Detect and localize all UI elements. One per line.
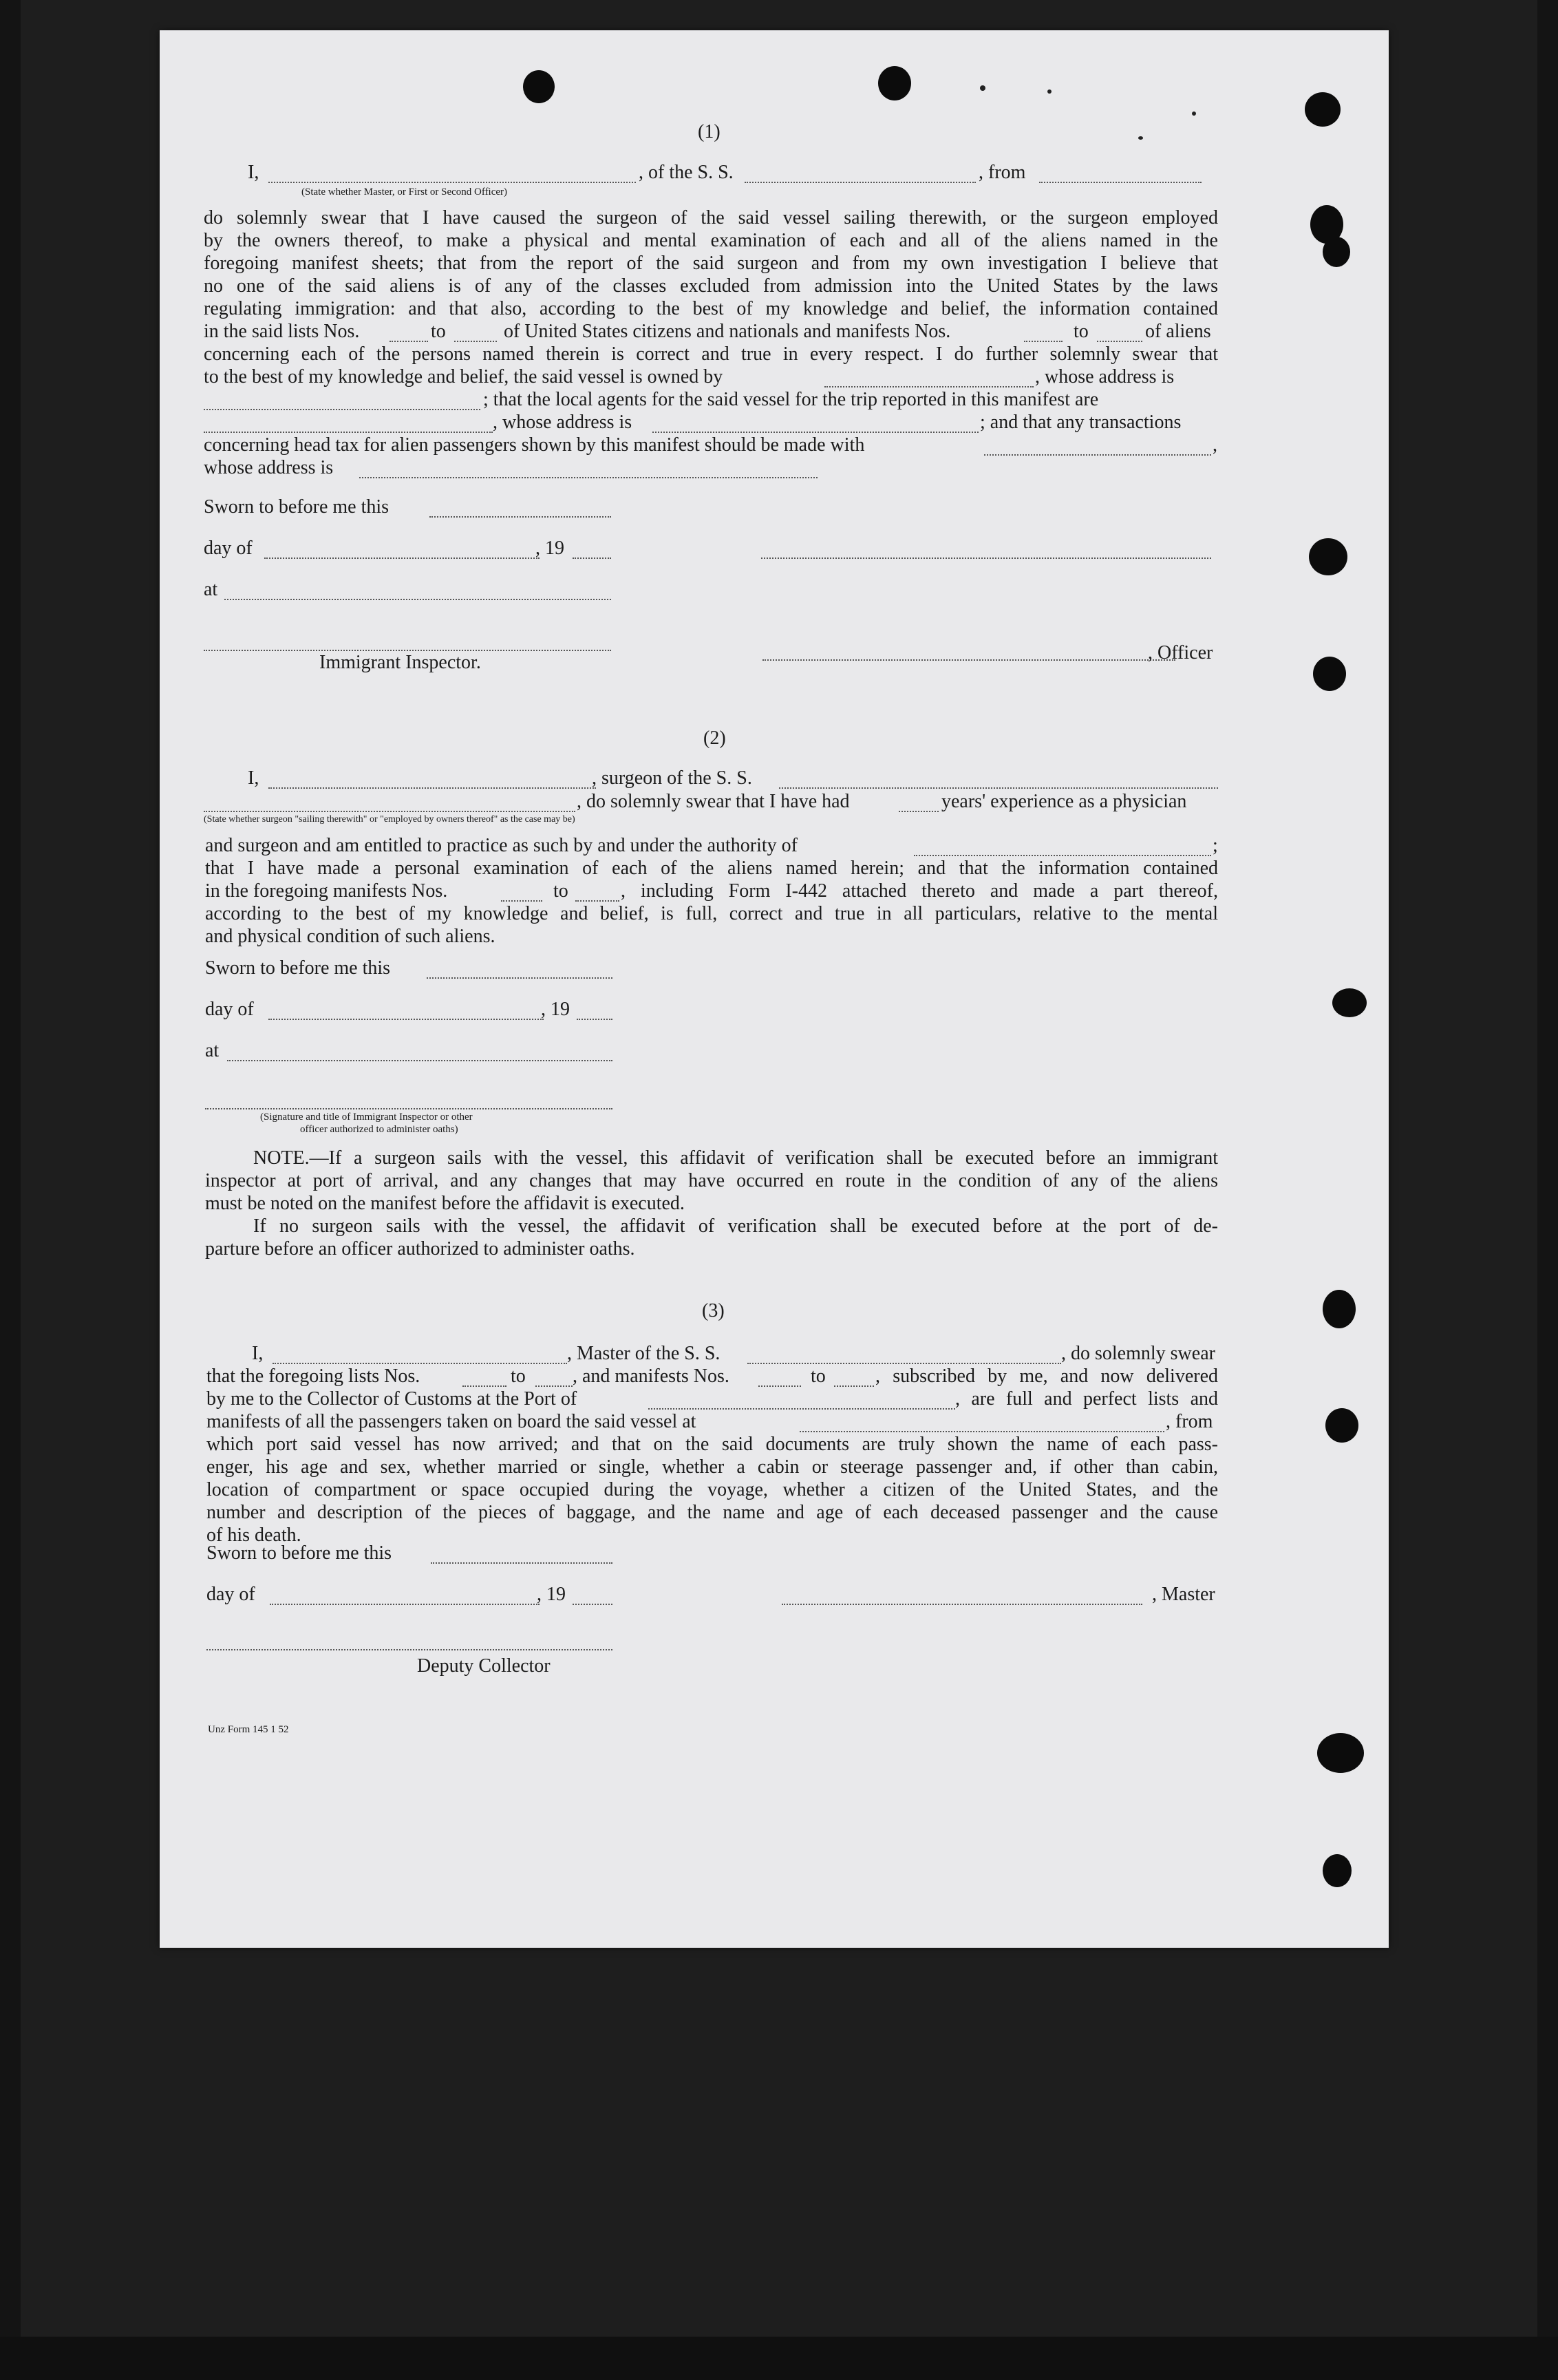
oath-text: , do solemnly swear xyxy=(1061,1343,1215,1364)
vessel-owner-field[interactable] xyxy=(824,386,1034,387)
year-field[interactable] xyxy=(573,1604,612,1605)
oath-line: do solemnly swear that I have caused the surgeon of the said vessel sailing therewith, or the surgeon employed xyxy=(204,207,1218,229)
field-hint: (Signature and title of Immigrant Inspector or other xyxy=(260,1112,473,1123)
oath-text: years' experience as a physician xyxy=(941,791,1187,812)
oath-text: , from xyxy=(979,162,1026,183)
manifest-form-page xyxy=(160,30,1389,1948)
list-from-field[interactable] xyxy=(462,1385,506,1387)
day-of-field[interactable] xyxy=(264,557,540,559)
oath-line: by the owners thereof, to make a physical and mental examination of each and all of the aliens named in the xyxy=(204,230,1218,251)
year-label: , 19 xyxy=(535,538,564,559)
punch-hole xyxy=(1309,538,1347,575)
ink-speck xyxy=(980,85,985,91)
scan-edge-left xyxy=(0,0,21,2380)
deputy-collector-label: Deputy Collector xyxy=(417,1655,551,1677)
oath-text: concerning head tax for alien passengers shown by this manifest should be made with xyxy=(204,434,865,456)
sworn-label: Sworn to before me this xyxy=(205,957,391,979)
oath-line: concerning each of the persons named therein is correct and true in every respect. I do further solemnly swear that xyxy=(204,343,1218,365)
master-label: , Master xyxy=(1152,1584,1215,1605)
officer-title-field[interactable] xyxy=(762,659,1175,661)
owner-address-field[interactable] xyxy=(204,409,480,410)
day-of-label: day of xyxy=(204,538,253,559)
departure-port-field[interactable] xyxy=(1039,182,1202,183)
ink-speck xyxy=(1138,136,1143,140)
oath-line: enger, his age and sex, whether married or single, whether a cabin or steerage passenger and, if other than cabin, xyxy=(206,1456,1218,1478)
oath-text: , Master of the S. S. xyxy=(567,1343,721,1364)
oath-line: which port said vessel has now arrived; and that on the said documents are truly shown the name of each pass- xyxy=(206,1434,1218,1455)
oath-text: I, xyxy=(248,162,259,183)
head-tax-contact-field[interactable] xyxy=(984,454,1211,456)
list-to-field[interactable] xyxy=(454,341,497,342)
at-place-field[interactable] xyxy=(227,1060,612,1061)
officer-name-field[interactable] xyxy=(268,182,636,183)
collector-signature-field[interactable] xyxy=(206,1649,612,1650)
vessel-name-field[interactable] xyxy=(747,1363,1061,1364)
sworn-label: Sworn to before me this xyxy=(204,496,390,518)
punch-hole xyxy=(1323,1290,1356,1328)
oath-text: that the foregoing lists Nos. xyxy=(206,1366,420,1387)
oath-text: I, xyxy=(248,767,259,789)
oath-text: to the best of my knowledge and belief, the said vessel is owned by xyxy=(204,366,723,387)
punch-hole xyxy=(1305,92,1341,127)
oath-line: number and description of the pieces of baggage, and the name and age of each deceased passenger and the cause xyxy=(206,1502,1218,1523)
ink-speck xyxy=(1047,89,1052,94)
oath-text: in the said lists Nos. xyxy=(204,321,360,342)
note-line: inspector at port of arrival, and any changes that may have occurred en route in the condition of any of the aliens xyxy=(205,1170,1218,1191)
note-line: If no surgeon sails with the vessel, the affidavit of verification shall be executed before at the port of de- xyxy=(253,1215,1218,1237)
oath-text: I, xyxy=(252,1343,264,1364)
agents-address-field[interactable] xyxy=(652,432,979,433)
form-number: Unz Form 145 1 52 xyxy=(208,1724,289,1735)
oath-text: to xyxy=(1074,321,1089,342)
oath-text: to xyxy=(511,1366,526,1387)
year-field[interactable] xyxy=(577,1019,612,1020)
oath-line: and physical condition of such aliens. xyxy=(205,926,495,947)
surgeon-name-field[interactable] xyxy=(268,787,596,789)
field-hint: officer authorized to administer oaths) xyxy=(300,1124,458,1135)
list-to-field[interactable] xyxy=(535,1385,573,1387)
vessel-name-field[interactable] xyxy=(779,787,1218,789)
punch-hole xyxy=(878,66,911,100)
sworn-label: Sworn to before me this xyxy=(206,1542,392,1564)
day-of-field[interactable] xyxy=(268,1019,544,1020)
oath-line: location of compartment or space occupied during the voyage, whether a citizen of the United States, and the xyxy=(206,1479,1218,1500)
oath-line: foregoing manifest sheets; that from the report of the said surgeon and from my own investigation I believe that xyxy=(204,253,1218,274)
section-number: (2) xyxy=(703,727,726,749)
oath-text: , xyxy=(1213,434,1217,456)
oath-line: regulating immigration: and that also, according to the best of my knowledge and belief, the information contained xyxy=(204,298,1218,319)
field-hint: (State whether surgeon "sailing therewith" or "employed by owners thereof" as the case may be) xyxy=(204,814,575,825)
head-tax-address-field[interactable] xyxy=(359,477,818,478)
oath-text: , whose address is xyxy=(1035,366,1175,387)
oath-text: and surgeon and am entitled to practice as such by and under the authority of xyxy=(205,835,798,856)
oath-text: , including Form I-442 attached thereto and made a part thereof, xyxy=(621,880,1218,902)
section-number: (1) xyxy=(698,121,721,142)
sworn-date-field[interactable] xyxy=(429,516,611,518)
master-name-field[interactable] xyxy=(273,1363,567,1364)
oath-line: no one of the said aliens is of any of the classes excluded from admission into the United States by the laws xyxy=(204,275,1218,297)
note-line: parture before an officer authorized to administer oaths. xyxy=(205,1238,635,1260)
day-of-label: day of xyxy=(205,999,254,1020)
vessel-name-field[interactable] xyxy=(745,182,976,183)
punch-hole xyxy=(1323,1854,1352,1887)
year-field[interactable] xyxy=(573,557,611,559)
oath-text: , and manifests Nos. xyxy=(573,1366,729,1387)
years-experience-field[interactable] xyxy=(899,811,939,812)
officer-signature-field[interactable] xyxy=(761,557,1211,559)
oath-text: , whose address is xyxy=(493,412,632,433)
oath-text: manifests of all the passengers taken on board the said vessel at xyxy=(206,1411,696,1432)
manifest-to-field[interactable] xyxy=(1097,341,1142,342)
year-label: , 19 xyxy=(537,1584,566,1605)
immigrant-inspector-label: Immigrant Inspector. xyxy=(319,652,481,673)
punch-hole xyxy=(523,70,555,103)
oath-text: , are full and perfect lists and xyxy=(955,1388,1218,1410)
oath-text: in the foregoing manifests Nos. xyxy=(205,880,448,902)
oath-text: to xyxy=(811,1366,826,1387)
at-label: at xyxy=(205,1040,220,1061)
manifest-to-field[interactable] xyxy=(575,900,619,902)
officer-label: , Officer xyxy=(1148,642,1213,663)
oath-text: by me to the Collector of Customs at the Port of xyxy=(206,1388,577,1410)
local-agents-field[interactable] xyxy=(204,432,493,433)
manifest-from-field[interactable] xyxy=(1024,341,1063,342)
sworn-date-field[interactable] xyxy=(427,977,612,979)
at-label: at xyxy=(204,579,218,600)
scan-edge-right xyxy=(1537,0,1558,2380)
section-number: (3) xyxy=(702,1300,725,1321)
field-hint: (State whether Master, or First or Second Officer) xyxy=(301,187,508,198)
at-place-field[interactable] xyxy=(224,599,611,600)
oath-line: of his death. xyxy=(206,1524,301,1546)
oath-text: to xyxy=(431,321,446,342)
ink-speck xyxy=(1192,111,1196,116)
oath-text: to xyxy=(553,880,568,902)
manifest-to-field[interactable] xyxy=(834,1385,874,1387)
master-signature-field[interactable] xyxy=(782,1604,1142,1605)
punch-hole xyxy=(1332,988,1367,1017)
punch-hole xyxy=(1323,237,1350,267)
port-field[interactable] xyxy=(648,1408,955,1410)
oath-text: of United States citizens and nationals and manifests Nos. xyxy=(504,321,951,342)
punch-hole xyxy=(1313,657,1346,691)
oath-text: , subscribed by me, and now delivered xyxy=(875,1366,1218,1387)
punch-hole xyxy=(1325,1408,1358,1443)
punch-hole xyxy=(1317,1733,1364,1773)
note-line: NOTE.—If a surgeon sails with the vessel, this affidavit of verification shall be executed before an immigrant xyxy=(253,1147,1218,1169)
manifest-from-field[interactable] xyxy=(501,900,542,902)
oath-text: , of the S. S. xyxy=(639,162,734,183)
oath-text: of aliens xyxy=(1145,321,1211,342)
oath-text: , surgeon of the S. S. xyxy=(592,767,752,789)
year-label: , 19 xyxy=(541,999,570,1020)
oath-text: whose address is xyxy=(204,457,334,478)
signature-field[interactable] xyxy=(205,1108,612,1109)
note-line: must be noted on the manifest before the affidavit is executed. xyxy=(205,1193,685,1214)
list-from-field[interactable] xyxy=(390,341,428,342)
authority-field[interactable] xyxy=(914,855,1211,856)
surgeon-status-field[interactable] xyxy=(204,811,575,812)
manifest-from-field[interactable] xyxy=(758,1385,801,1387)
oath-text: ; that the local agents for the said vessel for the trip reported in this manifest are xyxy=(483,389,1099,410)
oath-line: that I have made a personal examination of each of the aliens named herein; and that the information contained xyxy=(205,858,1218,879)
scan-edge-bottom xyxy=(0,2337,1558,2380)
day-of-field[interactable] xyxy=(270,1604,540,1605)
oath-text: ; xyxy=(1213,835,1218,856)
oath-line: according to the best of my knowledge and belief, is full, correct and true in all particulars, relative to the mental xyxy=(205,903,1218,924)
oath-text: , do solemnly swear that I have had xyxy=(577,791,850,812)
day-of-label: day of xyxy=(206,1584,255,1605)
boarding-port-field[interactable] xyxy=(800,1431,1164,1432)
oath-text: , from xyxy=(1166,1411,1213,1432)
oath-text: ; and that any transactions xyxy=(980,412,1182,433)
sworn-date-field[interactable] xyxy=(431,1562,612,1564)
